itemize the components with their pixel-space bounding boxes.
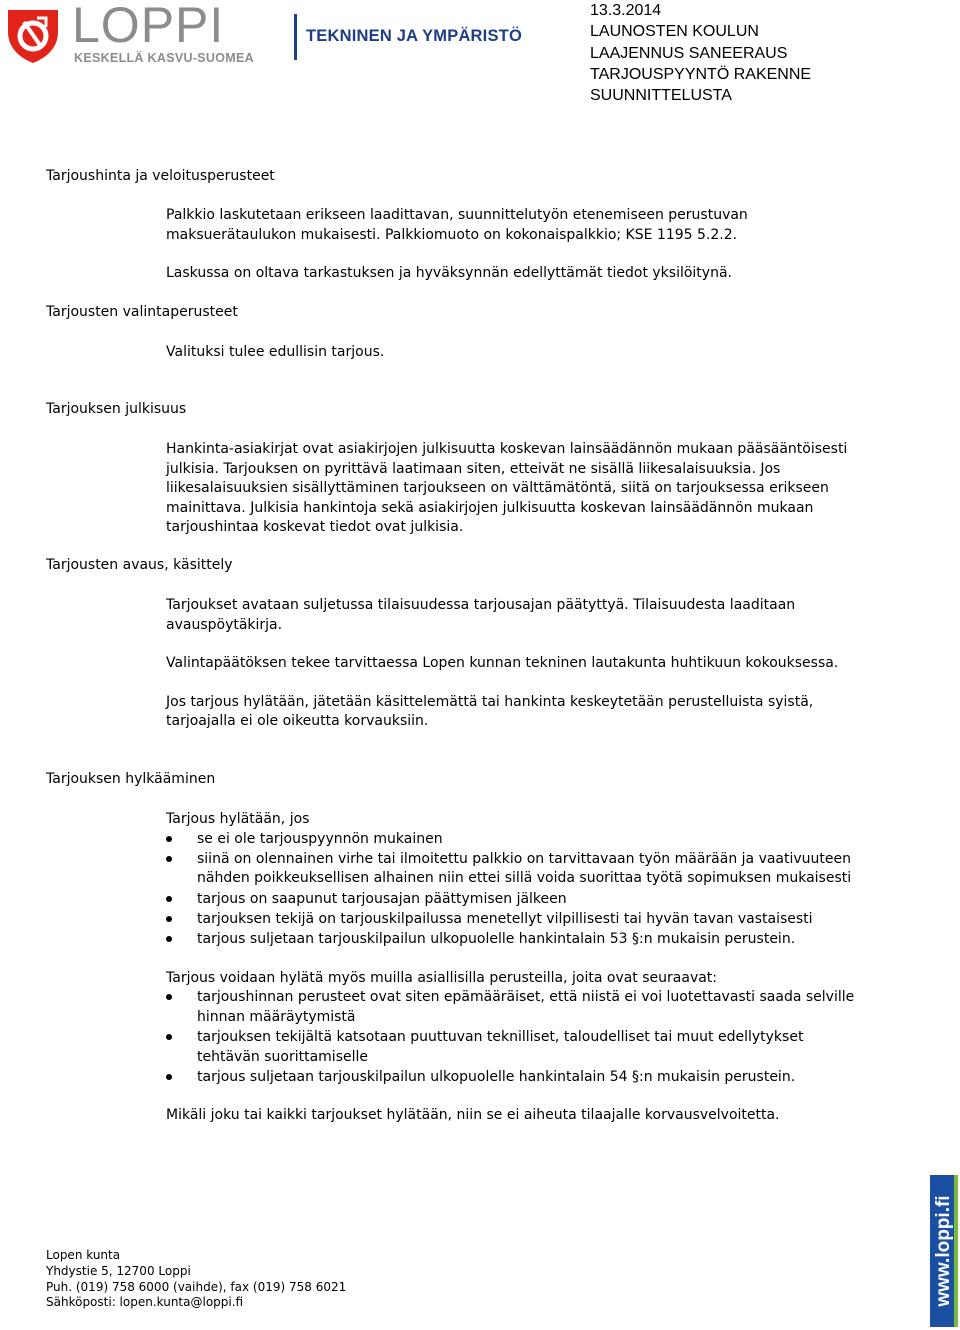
footer-line: Puh. (019) 758 6000 (vaihde), fax (019) 758 6021 [46,1279,347,1294]
rejection-text [166,810,856,1126]
rejection-closing: Mikäli joku tai kaikki tarjoukset hylätään, niin se ei aiheuta tilaajalle korvausvelvoitetta. [166,1107,780,1124]
section-heading-rejection: Tarjouksen hylkääminen [46,771,216,787]
document-title-line: LAUNOSTEN KOULUN [590,23,759,41]
opening-paragraph: Tarjoukset avataan suljetussa tilaisuudessa tarjousajan päätyttyä. Tilaisuudesta laaditaan avauspöytäkirja. [166,597,796,633]
document-header-info [590,0,811,106]
opening-paragraph: Jos tarjous hylätään, jätetään käsittelemättä tai hankinta keskeytetään perustelluista syistä, tarjoajalla ei ole oikeutta korvauksiin. [166,693,814,730]
loppi-logo [4,2,254,68]
list-item: tarjous on saapunut tarjousajan päättymisen jälkeen [166,890,856,910]
footer-contact [46,1248,346,1311]
document-title-line: LAAJENNUS SANEERAUS [590,44,788,62]
document-date: 13.3.2014 [590,2,662,19]
footer-line: Yhdystie 5, 12700 Loppi [46,1263,191,1278]
logo-wordmark: LOPPI [72,0,225,53]
document-title-line: SUUNNITTELUSTA [590,87,732,105]
list-item: tarjous suljetaan tarjouskilpailun ulkopuolelle hankintalain 53 §:n mukaisin perustein. [166,930,856,950]
list-item: tarjoushinnan perusteet ovat siten epämääräiset, että niistä ei voi luotettavasti saada selville hinnan määräytymistä [166,988,856,1027]
loppi-emblem-icon [4,2,62,64]
section-heading-selection: Tarjousten valintaperusteet [46,304,238,320]
section-heading-publicity: Tarjouksen julkisuus [46,401,187,417]
footer-line: Sähköposti: lopen.kunta@loppi.fi [46,1295,244,1310]
bullet-icon [166,994,172,1000]
section-heading-pricing: Tarjoushinta ja veloitusperusteet [46,168,275,184]
rejection-intro: Tarjous hylätään, jos [166,811,310,827]
list-item: tarjous suljetaan tarjouskilpailun ulkopuolelle hankintalain 54 §:n mukaisin perustein. [166,1068,856,1088]
rejection-intro: Tarjous voidaan hylätä myös muilla asiallisilla perusteilla, joita ovat seuraavat: [166,969,718,986]
bullet-icon [166,936,172,942]
list-item: tarjouksen tekijä on tarjouskilpailussa menetellyt vilpillisesti tai hyvän tavan vastaisesti [166,910,856,930]
opening-text [166,596,856,732]
banner-stripe [954,1175,958,1327]
bullet-icon [166,856,172,862]
bullet-icon [166,1074,172,1080]
bullet-icon [166,916,172,922]
website-banner-text: www.loppi.fi [933,1195,954,1307]
pricing-paragraph: Laskussa on oltava tarkastuksen ja hyväksynnän edellyttämät tiedot yksilöitynä. [166,265,732,282]
pricing-text [166,206,856,284]
section-heading-opening: Tarjousten avaus, käsittely [46,557,233,573]
selection-paragraph: Valituksi tulee edullisin tarjous. [166,344,385,360]
bullet-icon [166,836,172,842]
opening-paragraph: Valintapäätöksen tekee tarvittaessa Lopen kunnan tekninen lautakunta huhtikuun kokouksessa. [166,655,839,672]
footer-line: Lopen kunta [46,1248,121,1262]
header-divider [294,14,297,60]
rejection-list [166,988,856,1087]
logo-tagline: KESKELLÄ KASVU-SUOMEA [74,51,254,65]
list-item: siinä on olennainen virhe tai ilmoitettu palkkio on tarvittavaan työn määrään ja vaativuuteen nähden poikkeuksellisen alhainen niin ettei sillä voida suorittaa työtä sopimuksen mukaisesti [166,850,856,889]
list-item: se ei ole tarjouspyynnön mukainen [166,830,856,850]
rejection-list [166,830,856,950]
document-title-line: TARJOUSPYYNTÖ RAKENNE [590,65,812,83]
publicity-paragraph: Hankinta-asiakirjat ovat asiakirjojen julkisuutta koskevan lainsäädännön mukaan pääsääntöisesti julkisia. Tarjouksen on pyrittävä laatimaan siten, etteivät ne sisällä liikesalaisuuksia. Jos liikesalaisuuksien sisällyttäminen tarjoukseen on välttämätöntä, siitä on tarjouksessa erikseen mainittava. Julkisia hankintoja sekä asiakirjojen julkisuutta koskevan lainsäädännön mukaan tarjoushintaa koskevat tiedot ovat julkisia. [166,441,848,536]
pricing-paragraph: Palkkio laskutetaan erikseen laadittavan, suunnittelutyön etenemiseen perustuvan maksuerätaulukon mukaisesti. Palkkiomuoto on kokonaispalkkio; KSE 1195 5.2.2. [166,207,748,243]
website-banner [930,1175,958,1327]
bullet-icon [166,1034,172,1040]
department-name: TEKNINEN JA YMPÄRISTÖ [306,27,522,45]
list-item: tarjouksen tekijältä katsotaan puuttuvan teknilliset, taloudelliset tai muut edellytykset tehtävän suorittamiselle [166,1028,856,1067]
selection-text [166,343,856,363]
publicity-text [166,440,856,538]
bullet-icon [166,896,172,902]
